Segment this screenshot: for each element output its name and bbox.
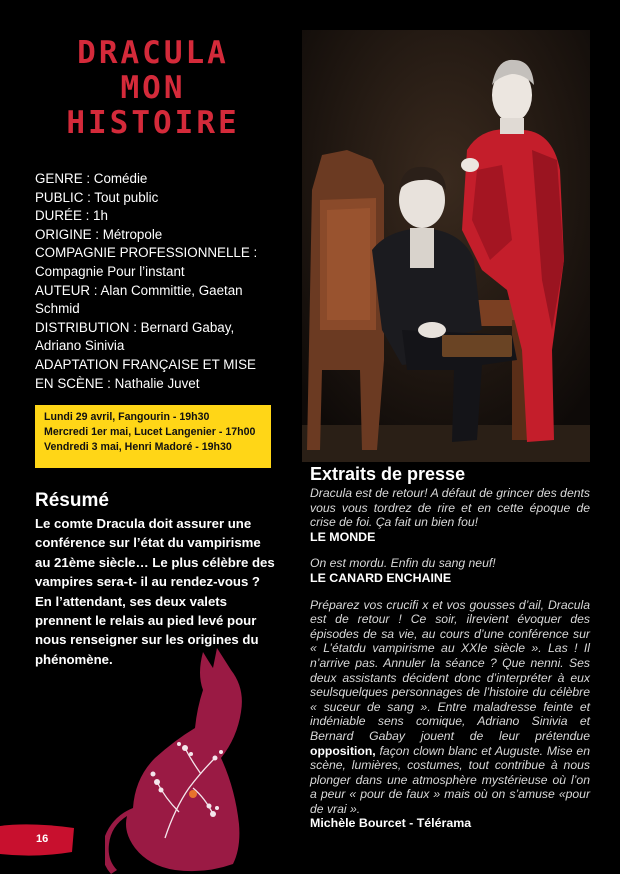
press-heading: Extraits de presse — [310, 464, 466, 484]
date-item: Vendredi 3 mai, Henri Madoré - 19h30 — [44, 441, 232, 453]
info-genre: GENRE : Comédie — [35, 171, 148, 186]
page-number: 16 — [36, 833, 49, 845]
date-item: Lundi 29 avril, Fangourin - 19h30 — [44, 411, 210, 423]
info-public: PUBLIC : Tout public — [35, 189, 159, 205]
press-quote: Dracula est de retour! A défaut de grincer des dents vous vous tordrez de rire et en cette époque de crise de foi. Ça fait un bien fou! — [310, 486, 590, 530]
info-compagnie: Compagnie Pour l’instant — [35, 263, 185, 279]
show-title — [38, 36, 268, 141]
info-distribution: DISTRIBUTION : Bernard Gabay, — [35, 319, 235, 335]
resume-heading: Résumé — [35, 490, 109, 511]
press-quote: On est mordu. Enfin du sang neuf! — [310, 556, 496, 571]
resume-text: Le comte Dracula doit assurer une conférence sur l’état du vampirisme au 21ème siècle… Le plus célèbre des vampires sera-t- il au rendez-vous ? En l’attendant, ses deux valets prennent le relais au pied levé pour nous renseigner sur les origines du phénomène. — [35, 516, 275, 667]
press-excerpts — [310, 486, 590, 831]
press-source: Michèle Bourcet - Télérama — [310, 816, 472, 831]
info-auteur: AUTEUR : Alan Committie, Gaetan — [35, 282, 243, 298]
info-adaptation-cont: EN SCÈNE : Nathalie Juvet — [35, 375, 200, 391]
show-title-line3: HISTOIRE — [66, 105, 240, 141]
info-duree: DURÉE : 1h — [35, 208, 108, 224]
info-auteur-cont: Schmid — [35, 301, 80, 317]
dates-box — [35, 405, 271, 468]
press-quote-emphasis: opposition, — [310, 743, 376, 758]
stage-photo-art — [302, 30, 590, 462]
stage-photo — [302, 30, 590, 462]
press-quote-part: façon clown blanc et Auguste. Mise en scène, lumières, costumes, tout contribue à nous plonger dans une atmosphère mystérieuse où l’on a peur « pour de faux » mais où on s’amuse «pour de vrai ». — [310, 743, 590, 816]
press-quote-long — [310, 598, 590, 817]
info-compagnie-label: COMPAGNIE PROFESSIONNELLE : — [35, 245, 258, 261]
info-origine: ORIGINE : Métropole — [35, 226, 163, 242]
cat-silhouette-icon — [105, 648, 265, 874]
press-quote-part: Préparez vos crucifi x et vos gousses d’ail, Dracula est de retour ! Ce soir, ilrevient évoquer des épisodes de sa vie, au cours d’une conférence sur « L’étatdu vampirisme au XXIe siècle ». Las ! Il n’arrive pas. Annuler la séance ? Que nenni. Ses deux assistants décident donc d’interpréter à eux seulsquelques personnages de l’histoire du célèbre « suceur de sang ». Entre maladresse feinte et indéniable sens comique, Adriano Sinivia et Bernard Gabay jouent de leur prétendue — [310, 597, 590, 743]
date-item: Mercredi 1er mai, Lucet Langenier - 17h00 — [44, 426, 256, 438]
show-title-line1: DRACULA — [77, 35, 229, 71]
press-source: LE CANARD ENCHAINE — [310, 570, 452, 585]
press-source: LE MONDE — [310, 529, 376, 544]
info-distribution-cont: Adriano Sinivia — [35, 338, 125, 354]
show-infos — [35, 170, 290, 393]
show-title-line2: MON — [120, 70, 186, 106]
info-adaptation: ADAPTATION FRANÇAISE ET MISE — [35, 356, 256, 372]
